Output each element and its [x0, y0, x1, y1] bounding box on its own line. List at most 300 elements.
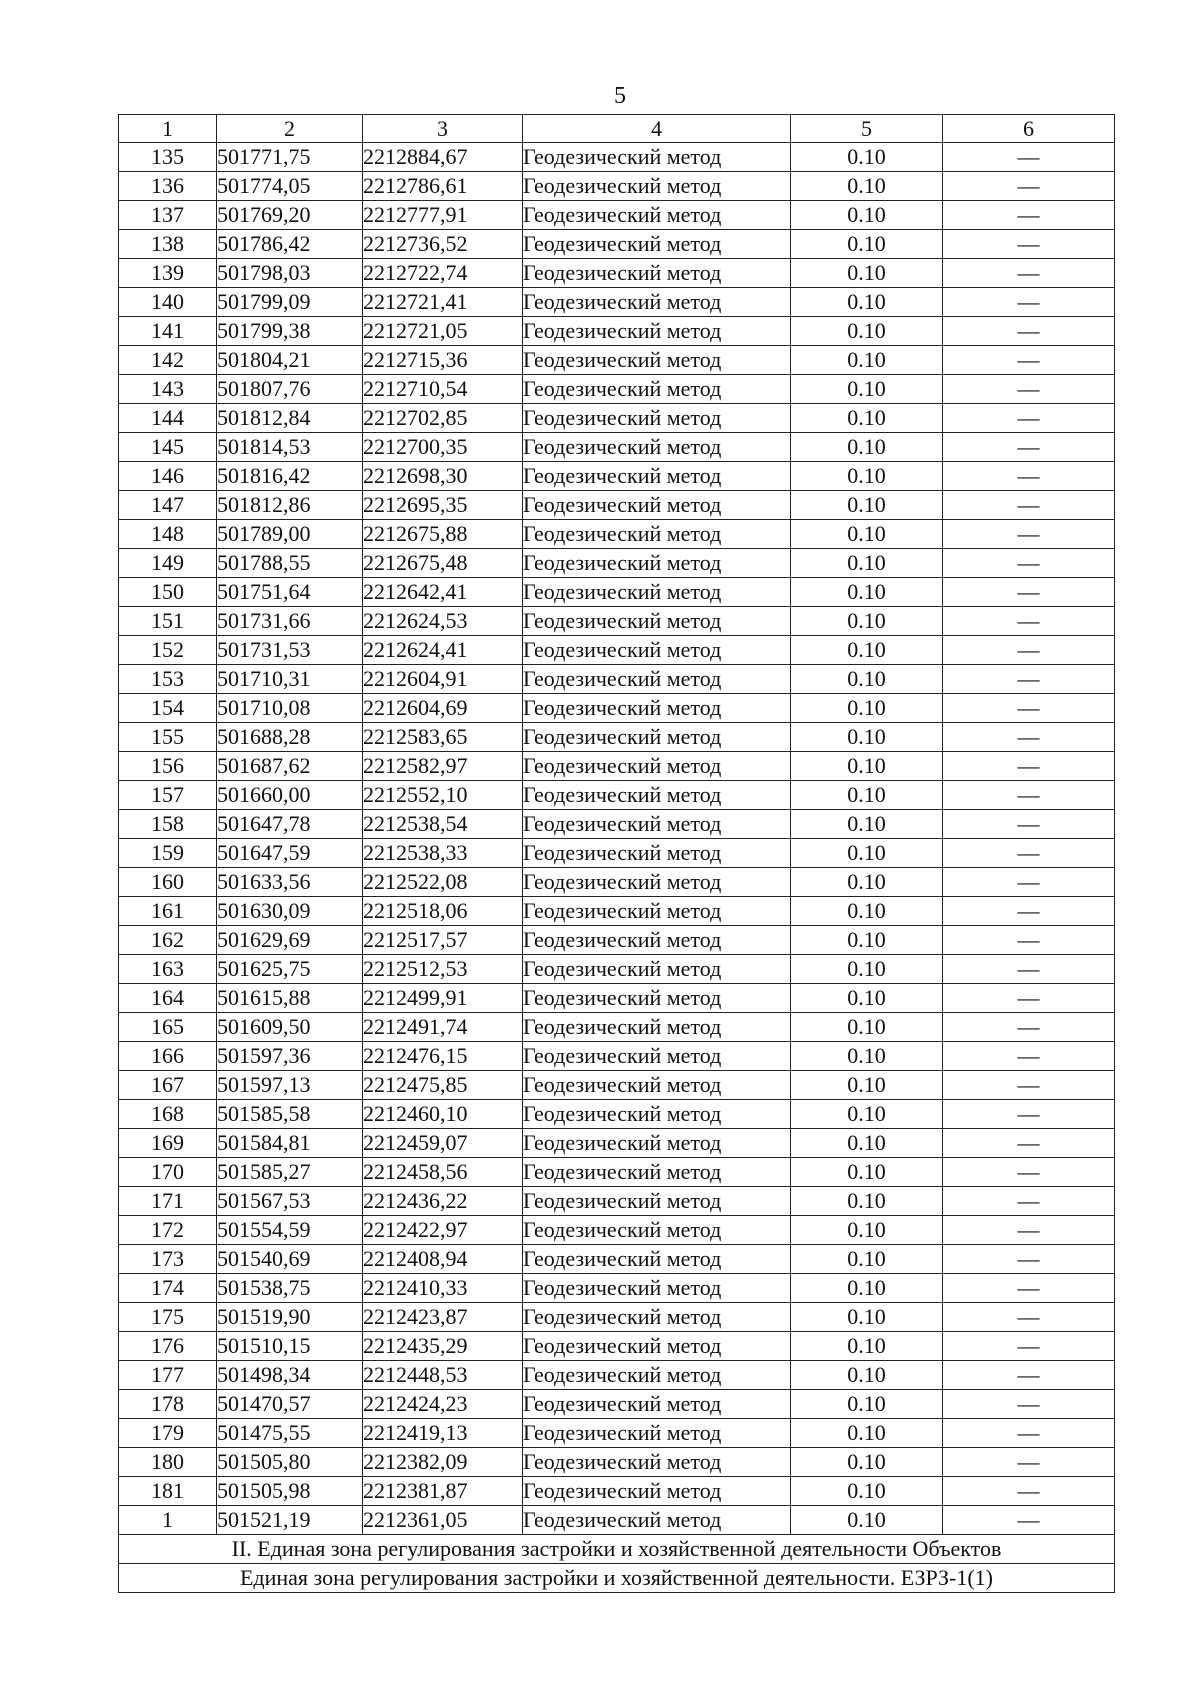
cell-x-coordinate: 501585,58: [217, 1100, 363, 1129]
cell-method: Геодезический метод: [523, 259, 791, 288]
cell-y-coordinate: 2212736,52: [363, 230, 523, 259]
cell-point-number: 154: [119, 694, 217, 723]
cell-point-number: 152: [119, 636, 217, 665]
cell-point-number: 142: [119, 346, 217, 375]
cell-accuracy: 0.10: [791, 288, 943, 317]
cell-point-number: 180: [119, 1448, 217, 1477]
cell-accuracy: 0.10: [791, 1013, 943, 1042]
cell-method: Геодезический метод: [523, 143, 791, 172]
cell-y-coordinate: 2212721,41: [363, 288, 523, 317]
cell-note: —: [943, 1042, 1115, 1071]
table-row: [119, 201, 1115, 230]
cell-point-number: 159: [119, 839, 217, 868]
cell-y-coordinate: 2212552,10: [363, 781, 523, 810]
cell-x-coordinate: 501475,55: [217, 1419, 363, 1448]
cell-y-coordinate: 2212491,74: [363, 1013, 523, 1042]
cell-y-coordinate: 2212700,35: [363, 433, 523, 462]
table-row: [119, 578, 1115, 607]
table-row: [119, 1129, 1115, 1158]
cell-method: Геодезический метод: [523, 317, 791, 346]
cell-point-number: 149: [119, 549, 217, 578]
cell-note: —: [943, 781, 1115, 810]
cell-y-coordinate: 2212436,22: [363, 1187, 523, 1216]
cell-method: Геодезический метод: [523, 346, 791, 375]
cell-method: Геодезический метод: [523, 230, 791, 259]
cell-method: Геодезический метод: [523, 868, 791, 897]
table-row: [119, 926, 1115, 955]
header-col-3: 3: [363, 115, 523, 143]
cell-accuracy: 0.10: [791, 462, 943, 491]
cell-y-coordinate: 2212624,53: [363, 607, 523, 636]
cell-point-number: 173: [119, 1245, 217, 1274]
cell-point-number: 140: [119, 288, 217, 317]
cell-x-coordinate: 501812,86: [217, 491, 363, 520]
cell-y-coordinate: 2212642,41: [363, 578, 523, 607]
cell-method: Геодезический метод: [523, 1071, 791, 1100]
cell-method: Геодезический метод: [523, 1448, 791, 1477]
cell-method: Геодезический метод: [523, 1477, 791, 1506]
cell-note: —: [943, 462, 1115, 491]
table-row: [119, 346, 1115, 375]
table-row: [119, 259, 1115, 288]
cell-method: Геодезический метод: [523, 520, 791, 549]
cell-y-coordinate: 2212698,30: [363, 462, 523, 491]
cell-y-coordinate: 2212512,53: [363, 955, 523, 984]
cell-note: —: [943, 694, 1115, 723]
table-row: [119, 984, 1115, 1013]
cell-method: Геодезический метод: [523, 781, 791, 810]
cell-note: —: [943, 1129, 1115, 1158]
cell-note: —: [943, 810, 1115, 839]
cell-accuracy: 0.10: [791, 433, 943, 462]
cell-point-number: 143: [119, 375, 217, 404]
cell-accuracy: 0.10: [791, 926, 943, 955]
cell-note: —: [943, 491, 1115, 520]
cell-y-coordinate: 2212458,56: [363, 1158, 523, 1187]
cell-x-coordinate: 501470,57: [217, 1390, 363, 1419]
cell-note: —: [943, 1158, 1115, 1187]
table-row: [119, 1071, 1115, 1100]
cell-x-coordinate: 501788,55: [217, 549, 363, 578]
cell-note: —: [943, 926, 1115, 955]
cell-method: Геодезический метод: [523, 1332, 791, 1361]
cell-x-coordinate: 501510,15: [217, 1332, 363, 1361]
cell-x-coordinate: 501804,21: [217, 346, 363, 375]
cell-x-coordinate: 501798,03: [217, 259, 363, 288]
cell-note: —: [943, 201, 1115, 230]
cell-y-coordinate: 2212786,61: [363, 172, 523, 201]
cell-accuracy: 0.10: [791, 346, 943, 375]
cell-accuracy: 0.10: [791, 230, 943, 259]
table-row: [119, 665, 1115, 694]
cell-note: —: [943, 346, 1115, 375]
cell-x-coordinate: 501597,36: [217, 1042, 363, 1071]
cell-note: —: [943, 1303, 1115, 1332]
cell-x-coordinate: 501771,75: [217, 143, 363, 172]
cell-note: —: [943, 897, 1115, 926]
cell-note: —: [943, 404, 1115, 433]
cell-y-coordinate: 2212695,35: [363, 491, 523, 520]
table-row: [119, 1042, 1115, 1071]
cell-x-coordinate: 501521,19: [217, 1506, 363, 1535]
cell-accuracy: 0.10: [791, 810, 943, 839]
cell-method: Геодезический метод: [523, 636, 791, 665]
cell-accuracy: 0.10: [791, 1332, 943, 1361]
header-col-4: 4: [523, 115, 791, 143]
cell-method: Геодезический метод: [523, 1158, 791, 1187]
cell-y-coordinate: 2212675,88: [363, 520, 523, 549]
cell-note: —: [943, 607, 1115, 636]
cell-method: Геодезический метод: [523, 1506, 791, 1535]
table-row: [119, 143, 1115, 172]
cell-accuracy: 0.10: [791, 868, 943, 897]
cell-y-coordinate: 2212522,08: [363, 868, 523, 897]
table-row: [119, 491, 1115, 520]
cell-accuracy: 0.10: [791, 1158, 943, 1187]
cell-point-number: 161: [119, 897, 217, 926]
table-row: [119, 694, 1115, 723]
cell-note: —: [943, 1448, 1115, 1477]
cell-y-coordinate: 2212423,87: [363, 1303, 523, 1332]
cell-method: Геодезический метод: [523, 1419, 791, 1448]
cell-method: Геодезический метод: [523, 549, 791, 578]
cell-note: —: [943, 1506, 1115, 1535]
cell-x-coordinate: 501630,09: [217, 897, 363, 926]
cell-y-coordinate: 2212604,91: [363, 665, 523, 694]
cell-x-coordinate: 501812,84: [217, 404, 363, 433]
cell-accuracy: 0.10: [791, 549, 943, 578]
cell-note: —: [943, 375, 1115, 404]
cell-y-coordinate: 2212777,91: [363, 201, 523, 230]
table-row: [119, 636, 1115, 665]
cell-note: —: [943, 1216, 1115, 1245]
cell-x-coordinate: 501633,56: [217, 868, 363, 897]
cell-method: Геодезический метод: [523, 607, 791, 636]
table-row: [119, 1187, 1115, 1216]
cell-method: Геодезический метод: [523, 201, 791, 230]
cell-note: —: [943, 288, 1115, 317]
cell-note: —: [943, 433, 1115, 462]
cell-x-coordinate: 501597,13: [217, 1071, 363, 1100]
cell-note: —: [943, 172, 1115, 201]
cell-method: Геодезический метод: [523, 1042, 791, 1071]
cell-method: Геодезический метод: [523, 1100, 791, 1129]
cell-point-number: 151: [119, 607, 217, 636]
cell-point-number: 175: [119, 1303, 217, 1332]
cell-method: Геодезический метод: [523, 694, 791, 723]
table-row: [119, 462, 1115, 491]
cell-point-number: 136: [119, 172, 217, 201]
cell-accuracy: 0.10: [791, 520, 943, 549]
table-row: [119, 607, 1115, 636]
table-row: [119, 1013, 1115, 1042]
cell-point-number: 177: [119, 1361, 217, 1390]
cell-y-coordinate: 2212419,13: [363, 1419, 523, 1448]
cell-x-coordinate: 501538,75: [217, 1274, 363, 1303]
cell-point-number: 137: [119, 201, 217, 230]
cell-x-coordinate: 501688,28: [217, 723, 363, 752]
cell-y-coordinate: 2212410,33: [363, 1274, 523, 1303]
cell-x-coordinate: 501609,50: [217, 1013, 363, 1042]
cell-point-number: 156: [119, 752, 217, 781]
cell-point-number: 160: [119, 868, 217, 897]
cell-method: Геодезический метод: [523, 1361, 791, 1390]
cell-accuracy: 0.10: [791, 897, 943, 926]
section-title: II. Единая зона регулирования застройки и хозяйственной деятельности Объектов: [119, 1535, 1115, 1564]
table-row: [119, 375, 1115, 404]
table-row: [119, 1390, 1115, 1419]
cell-accuracy: 0.10: [791, 1129, 943, 1158]
cell-method: Геодезический метод: [523, 1274, 791, 1303]
cell-x-coordinate: 501505,98: [217, 1477, 363, 1506]
cell-x-coordinate: 501731,66: [217, 607, 363, 636]
cell-note: —: [943, 143, 1115, 172]
cell-note: —: [943, 1187, 1115, 1216]
cell-note: —: [943, 1071, 1115, 1100]
header-col-1: 1: [119, 115, 217, 143]
cell-x-coordinate: 501687,62: [217, 752, 363, 781]
table-row: [119, 288, 1115, 317]
cell-x-coordinate: 501505,80: [217, 1448, 363, 1477]
cell-accuracy: 0.10: [791, 694, 943, 723]
cell-point-number: 181: [119, 1477, 217, 1506]
cell-x-coordinate: 501498,34: [217, 1361, 363, 1390]
table-row: [119, 752, 1115, 781]
page-number: 5: [614, 83, 626, 109]
cell-x-coordinate: 501710,08: [217, 694, 363, 723]
cell-x-coordinate: 501660,00: [217, 781, 363, 810]
table-row: [119, 1506, 1115, 1535]
cell-accuracy: 0.10: [791, 491, 943, 520]
cell-x-coordinate: 501554,59: [217, 1216, 363, 1245]
table-row: [119, 839, 1115, 868]
cell-x-coordinate: 501710,31: [217, 665, 363, 694]
cell-y-coordinate: 2212408,94: [363, 1245, 523, 1274]
cell-note: —: [943, 665, 1115, 694]
header-col-5: 5: [791, 115, 943, 143]
cell-note: —: [943, 230, 1115, 259]
cell-method: Геодезический метод: [523, 810, 791, 839]
cell-note: —: [943, 1332, 1115, 1361]
cell-note: —: [943, 1013, 1115, 1042]
section-title-row: [119, 1535, 1115, 1564]
table-row: [119, 549, 1115, 578]
cell-point-number: 150: [119, 578, 217, 607]
cell-method: Геодезический метод: [523, 1303, 791, 1332]
cell-y-coordinate: 2212582,97: [363, 752, 523, 781]
cell-note: —: [943, 259, 1115, 288]
cell-point-number: 170: [119, 1158, 217, 1187]
cell-point-number: 153: [119, 665, 217, 694]
cell-note: —: [943, 868, 1115, 897]
cell-method: Геодезический метод: [523, 1245, 791, 1274]
table-row: [119, 897, 1115, 926]
cell-point-number: 174: [119, 1274, 217, 1303]
cell-point-number: 1: [119, 1506, 217, 1535]
cell-x-coordinate: 501751,64: [217, 578, 363, 607]
table-row: [119, 723, 1115, 752]
cell-accuracy: 0.10: [791, 1448, 943, 1477]
cell-note: —: [943, 1274, 1115, 1303]
table-row: [119, 1448, 1115, 1477]
cell-x-coordinate: 501799,38: [217, 317, 363, 346]
cell-point-number: 169: [119, 1129, 217, 1158]
cell-note: —: [943, 1419, 1115, 1448]
table-body: [119, 143, 1115, 1535]
cell-accuracy: 0.10: [791, 578, 943, 607]
cell-y-coordinate: 2212422,97: [363, 1216, 523, 1245]
table-row: [119, 1100, 1115, 1129]
cell-accuracy: 0.10: [791, 636, 943, 665]
cell-method: Геодезический метод: [523, 984, 791, 1013]
cell-note: —: [943, 839, 1115, 868]
cell-point-number: 147: [119, 491, 217, 520]
cell-y-coordinate: 2212721,05: [363, 317, 523, 346]
cell-point-number: 157: [119, 781, 217, 810]
table-row: [119, 1158, 1115, 1187]
cell-accuracy: 0.10: [791, 1187, 943, 1216]
cell-point-number: 145: [119, 433, 217, 462]
cell-note: —: [943, 752, 1115, 781]
cell-x-coordinate: 501799,09: [217, 288, 363, 317]
table-row: [119, 1419, 1115, 1448]
cell-method: Геодезический метод: [523, 1187, 791, 1216]
cell-point-number: 172: [119, 1216, 217, 1245]
cell-accuracy: 0.10: [791, 404, 943, 433]
table-row: [119, 433, 1115, 462]
cell-method: Геодезический метод: [523, 665, 791, 694]
cell-point-number: 179: [119, 1419, 217, 1448]
cell-method: Геодезический метод: [523, 172, 791, 201]
cell-accuracy: 0.10: [791, 665, 943, 694]
cell-accuracy: 0.10: [791, 607, 943, 636]
cell-y-coordinate: 2212435,29: [363, 1332, 523, 1361]
cell-point-number: 171: [119, 1187, 217, 1216]
cell-accuracy: 0.10: [791, 955, 943, 984]
table-header-row: [119, 115, 1115, 143]
cell-x-coordinate: 501647,59: [217, 839, 363, 868]
cell-accuracy: 0.10: [791, 1274, 943, 1303]
cell-y-coordinate: 2212517,57: [363, 926, 523, 955]
cell-method: Геодезический метод: [523, 491, 791, 520]
cell-point-number: 166: [119, 1042, 217, 1071]
header-col-6: 6: [943, 115, 1115, 143]
cell-method: Геодезический метод: [523, 723, 791, 752]
cell-x-coordinate: 501540,69: [217, 1245, 363, 1274]
cell-x-coordinate: 501769,20: [217, 201, 363, 230]
cell-point-number: 155: [119, 723, 217, 752]
cell-y-coordinate: 2212460,10: [363, 1100, 523, 1129]
cell-note: —: [943, 1361, 1115, 1390]
cell-note: —: [943, 549, 1115, 578]
cell-x-coordinate: 501519,90: [217, 1303, 363, 1332]
cell-y-coordinate: 2212382,09: [363, 1448, 523, 1477]
cell-note: —: [943, 1477, 1115, 1506]
cell-accuracy: 0.10: [791, 259, 943, 288]
cell-x-coordinate: 501647,78: [217, 810, 363, 839]
cell-point-number: 139: [119, 259, 217, 288]
cell-point-number: 158: [119, 810, 217, 839]
cell-accuracy: 0.10: [791, 375, 943, 404]
table-row: [119, 317, 1115, 346]
cell-y-coordinate: 2212722,74: [363, 259, 523, 288]
cell-accuracy: 0.10: [791, 201, 943, 230]
cell-note: —: [943, 520, 1115, 549]
cell-point-number: 146: [119, 462, 217, 491]
cell-accuracy: 0.10: [791, 984, 943, 1013]
cell-method: Геодезический метод: [523, 926, 791, 955]
cell-x-coordinate: 501615,88: [217, 984, 363, 1013]
table-row: [119, 172, 1115, 201]
cell-y-coordinate: 2212538,54: [363, 810, 523, 839]
cell-accuracy: 0.10: [791, 1100, 943, 1129]
cell-accuracy: 0.10: [791, 1477, 943, 1506]
table-row: [119, 955, 1115, 984]
cell-y-coordinate: 2212499,91: [363, 984, 523, 1013]
cell-x-coordinate: 501625,75: [217, 955, 363, 984]
cell-accuracy: 0.10: [791, 781, 943, 810]
table-row: [119, 1303, 1115, 1332]
cell-x-coordinate: 501814,53: [217, 433, 363, 462]
cell-note: —: [943, 1390, 1115, 1419]
cell-accuracy: 0.10: [791, 1361, 943, 1390]
cell-accuracy: 0.10: [791, 1042, 943, 1071]
cell-note: —: [943, 723, 1115, 752]
cell-point-number: 148: [119, 520, 217, 549]
cell-x-coordinate: 501816,42: [217, 462, 363, 491]
cell-accuracy: 0.10: [791, 1419, 943, 1448]
cell-point-number: 141: [119, 317, 217, 346]
cell-method: Геодезический метод: [523, 404, 791, 433]
cell-note: —: [943, 578, 1115, 607]
table-row: [119, 230, 1115, 259]
cell-method: Геодезический метод: [523, 955, 791, 984]
cell-accuracy: 0.10: [791, 317, 943, 346]
cell-note: —: [943, 636, 1115, 665]
cell-method: Геодезический метод: [523, 1390, 791, 1419]
cell-y-coordinate: 2212475,85: [363, 1071, 523, 1100]
cell-point-number: 165: [119, 1013, 217, 1042]
table-row: [119, 781, 1115, 810]
cell-y-coordinate: 2212518,06: [363, 897, 523, 926]
cell-method: Геодезический метод: [523, 1013, 791, 1042]
cell-method: Геодезический метод: [523, 288, 791, 317]
cell-accuracy: 0.10: [791, 752, 943, 781]
cell-y-coordinate: 2212424,23: [363, 1390, 523, 1419]
cell-method: Геодезический метод: [523, 1129, 791, 1158]
cell-point-number: 176: [119, 1332, 217, 1361]
table-row: [119, 868, 1115, 897]
cell-x-coordinate: 501774,05: [217, 172, 363, 201]
cell-y-coordinate: 2212702,85: [363, 404, 523, 433]
cell-x-coordinate: 501786,42: [217, 230, 363, 259]
cell-accuracy: 0.10: [791, 1245, 943, 1274]
cell-x-coordinate: 501567,53: [217, 1187, 363, 1216]
cell-x-coordinate: 501731,53: [217, 636, 363, 665]
cell-note: —: [943, 1245, 1115, 1274]
cell-note: —: [943, 955, 1115, 984]
cell-y-coordinate: 2212448,53: [363, 1361, 523, 1390]
cell-y-coordinate: 2212538,33: [363, 839, 523, 868]
table-row: [119, 1216, 1115, 1245]
cell-note: —: [943, 317, 1115, 346]
cell-accuracy: 0.10: [791, 1216, 943, 1245]
table-row: [119, 1245, 1115, 1274]
cell-y-coordinate: 2212604,69: [363, 694, 523, 723]
table-row: [119, 1332, 1115, 1361]
cell-method: Геодезический метод: [523, 375, 791, 404]
table-row: [119, 520, 1115, 549]
